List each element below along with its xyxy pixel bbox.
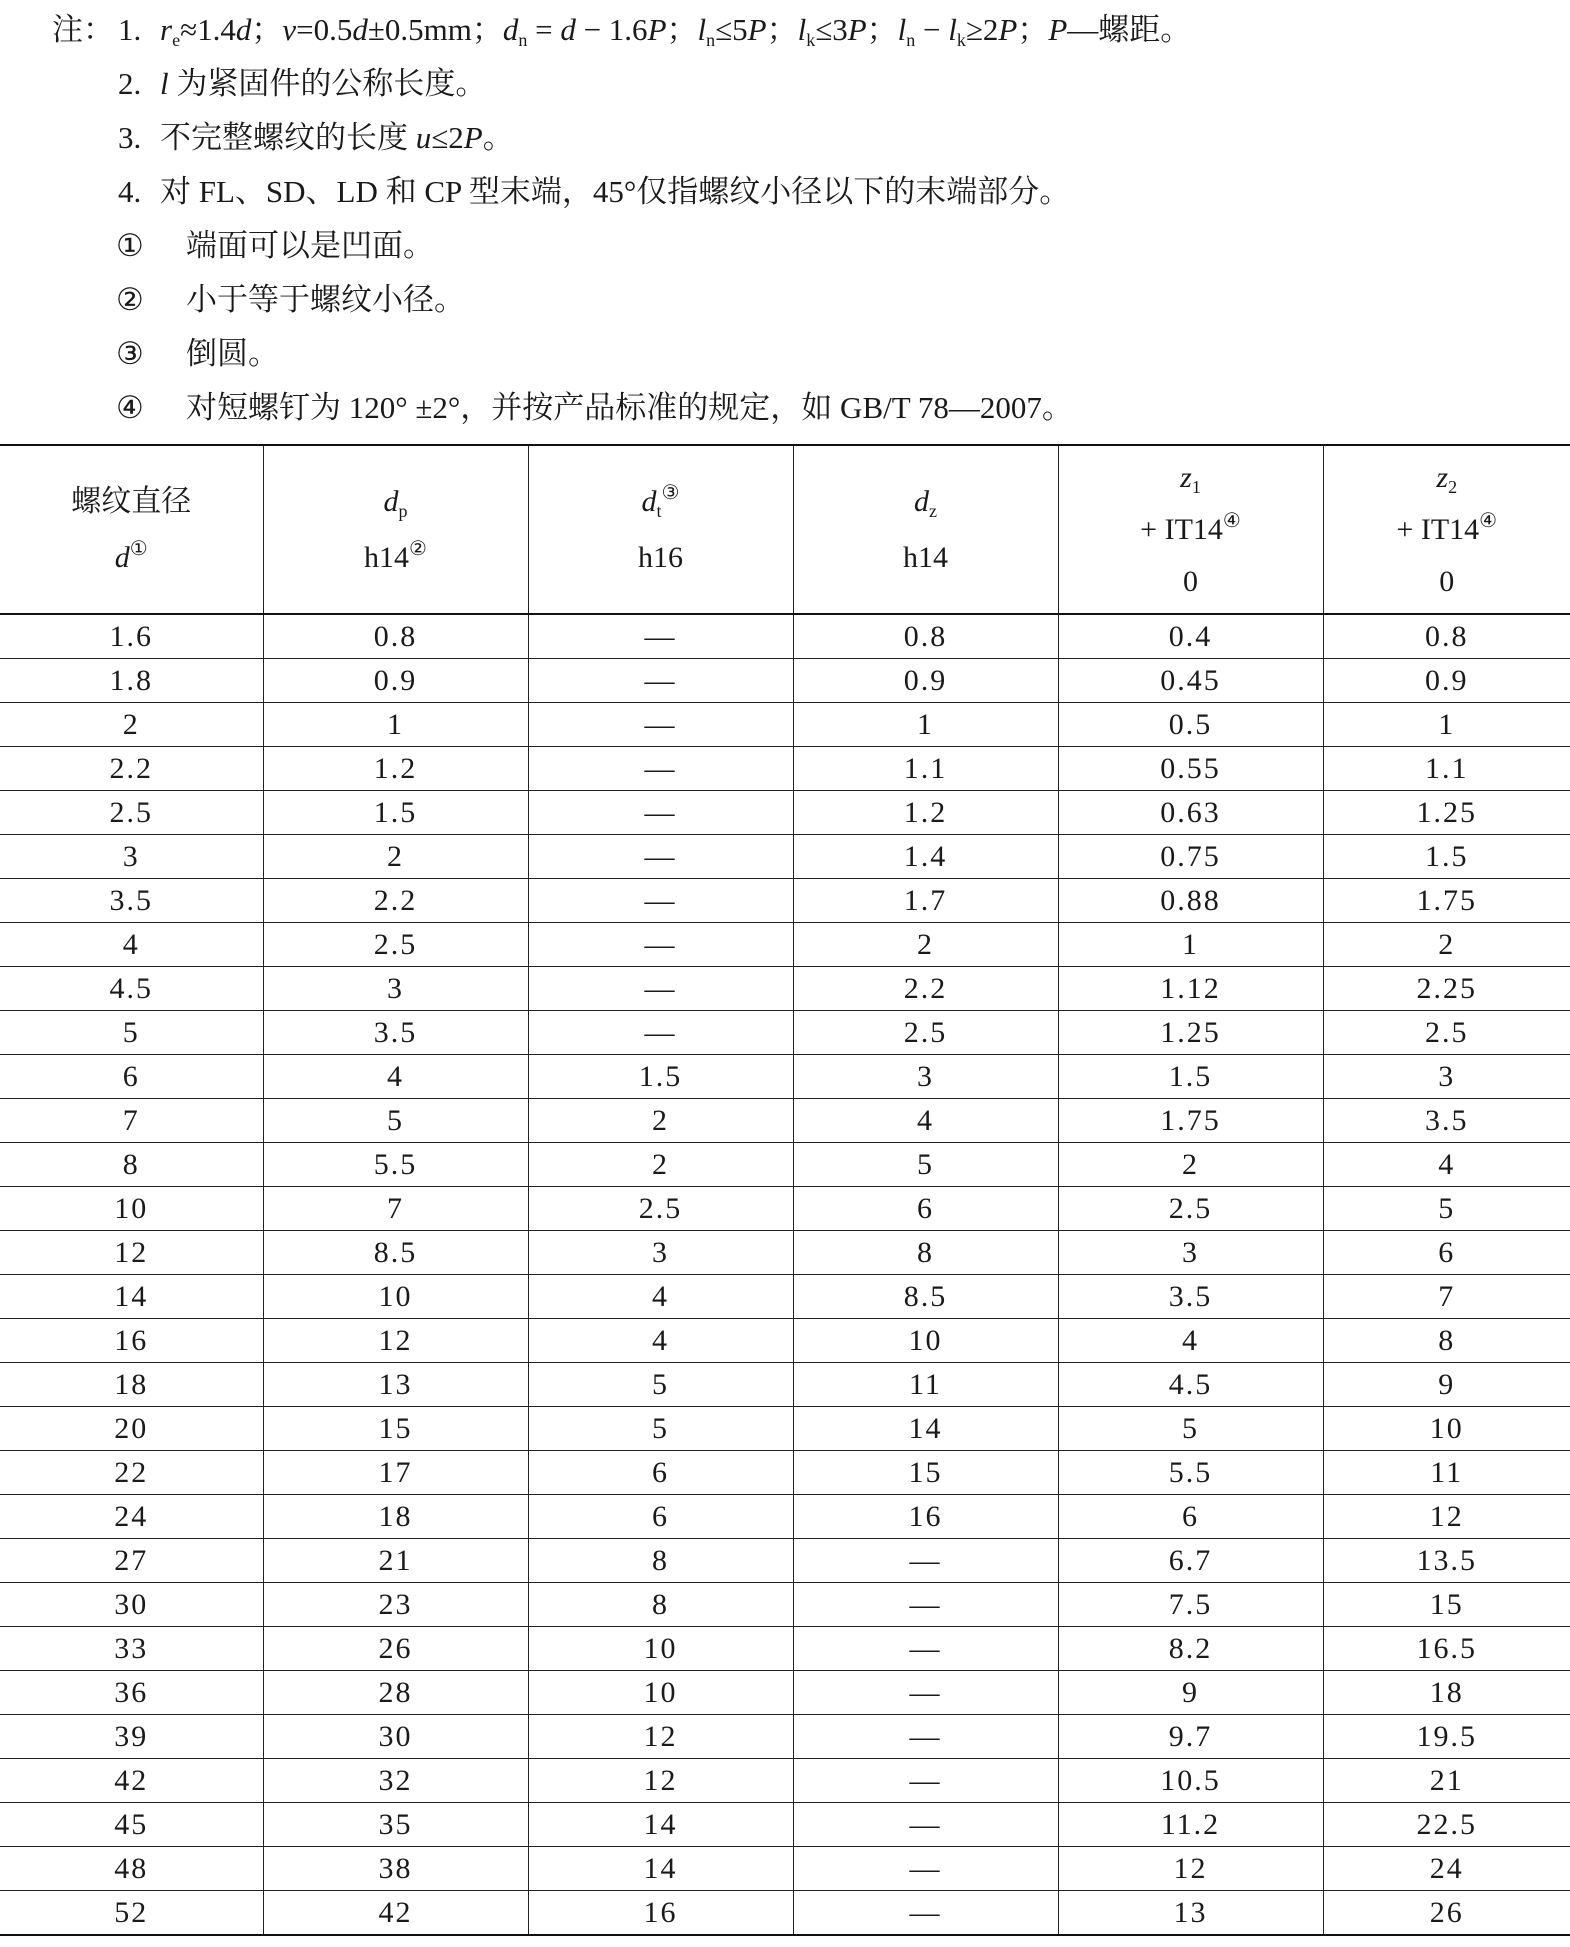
cell-z2: 19.5 [1323,1715,1570,1759]
note-1-formulas: $r_e\approx 1.4d$；v=0.5d±0.5mm；$d_n = d - 1.6P$；$l_n\le 5P$；$l_k\le 3P$；$l_n - l_k\ge 2P$；P—螺距。 [160,12,1192,50]
cell-d: 42 [0,1759,263,1803]
cell-d: 16 [0,1319,263,1363]
cell-dz: 1 [793,703,1058,747]
cell-dp: 3 [263,967,528,1011]
cell-dp: 35 [263,1803,528,1847]
cell-dt: 4 [528,1275,793,1319]
cell-d: 7 [0,1099,263,1143]
cell-dz: 1.1 [793,747,1058,791]
cell-dz: — [793,1715,1058,1759]
cell-dt: 14 [528,1847,793,1891]
cell-dp: 1 [263,703,528,747]
table-row [0,879,1570,923]
table-body [0,614,1570,1935]
cell-z2: 10 [1323,1407,1570,1451]
cell-dp: 28 [263,1671,528,1715]
notes-lead: 注： [52,12,114,47]
cell-z2: 15 [1323,1583,1570,1627]
table-row [0,1319,1570,1363]
cell-z1: 4.5 [1058,1363,1323,1407]
cell-z2: 18 [1323,1671,1570,1715]
note-4-text: 对 FL、SD、LD 和 CP 型末端，45°仅指螺纹小径以下的末端部分。 [160,174,1071,209]
header-z1: $z_1$ + IT14④ 0 [1058,445,1323,614]
cell-d: 27 [0,1539,263,1583]
cell-d: 45 [0,1803,263,1847]
cell-dp: 2.2 [263,879,528,923]
cell-z1: 0.75 [1058,835,1323,879]
cell-dz: 6 [793,1187,1058,1231]
footnote-2-text: 小于等于螺纹小径。 [186,282,465,317]
cell-dt: 6 [528,1451,793,1495]
cell-z1: 3.5 [1058,1275,1323,1319]
cell-dt: — [528,967,793,1011]
table-row [0,1143,1570,1187]
footnote-4-text: 对短螺钉为 120° ±2°，并按产品标准的规定，如 GB/T 78—2007。 [186,390,1073,425]
cell-d: 2.2 [0,747,263,791]
cell-dz: 4 [793,1099,1058,1143]
cell-dz: 8 [793,1231,1058,1275]
header-dp: $d_p$ h14② [263,445,528,614]
cell-d: 20 [0,1407,263,1451]
table-row [0,835,1570,879]
note-2-text: l 为紧固件的公称长度。 [160,66,487,101]
cell-dp: 21 [263,1539,528,1583]
cell-d: 12 [0,1231,263,1275]
table-row [0,1583,1570,1627]
cell-z1: 0.45 [1058,659,1323,703]
cell-dt: 4 [528,1319,793,1363]
table-row [0,1671,1570,1715]
cell-dz: 10 [793,1319,1058,1363]
table-row [0,1407,1570,1451]
note-4-number: 4. [118,174,142,209]
cell-d: 2.5 [0,791,263,835]
table-row [0,1847,1570,1891]
footnote-3-text: 倒圆。 [186,336,279,371]
cell-dt: 2 [528,1143,793,1187]
cell-z1: 1.12 [1058,967,1323,1011]
cell-dt: 8 [528,1583,793,1627]
cell-z1: 8.2 [1058,1627,1323,1671]
table-row [0,703,1570,747]
table-row [0,1011,1570,1055]
cell-z1: 13 [1058,1891,1323,1936]
note-1-number: 1. [118,12,142,47]
cell-dz: 3 [793,1055,1058,1099]
cell-dt: 3 [528,1231,793,1275]
cell-dp: 1.2 [263,747,528,791]
cell-dz: 16 [793,1495,1058,1539]
table-row [0,1363,1570,1407]
cell-dp: 13 [263,1363,528,1407]
table-row [0,1539,1570,1583]
cell-dt: 10 [528,1671,793,1715]
cell-dt: 14 [528,1803,793,1847]
cell-dp: 8.5 [263,1231,528,1275]
cell-d: 14 [0,1275,263,1319]
header-thread-diameter: 螺纹直径 d① [0,445,263,614]
cell-z1: 10.5 [1058,1759,1323,1803]
table-header-row [0,445,1570,614]
cell-z2: 1.25 [1323,791,1570,835]
footnote-4-mark: ④ [116,390,144,425]
cell-dz: 14 [793,1407,1058,1451]
cell-z1: 9.7 [1058,1715,1323,1759]
cell-z2: 13.5 [1323,1539,1570,1583]
cell-dp: 15 [263,1407,528,1451]
cell-dz: 1.7 [793,879,1058,923]
cell-z2: 22.5 [1323,1803,1570,1847]
note-3-text: 不完整螺纹的长度 u≤2P。 [160,120,514,155]
table-row [0,923,1570,967]
cell-dt: 2.5 [528,1187,793,1231]
cell-z1: 12 [1058,1847,1323,1891]
table-row [0,1495,1570,1539]
cell-dp: 32 [263,1759,528,1803]
cell-dt: — [528,1011,793,1055]
cell-dp: 2.5 [263,923,528,967]
cell-dp: 3.5 [263,1011,528,1055]
cell-z1: 2.5 [1058,1187,1323,1231]
cell-dz: 11 [793,1363,1058,1407]
cell-z2: 2 [1323,923,1570,967]
cell-dz: 15 [793,1451,1058,1495]
cell-dt: — [528,923,793,967]
cell-z2: 11 [1323,1451,1570,1495]
cell-dt: — [528,614,793,659]
cell-dt: 1.5 [528,1055,793,1099]
cell-dp: 10 [263,1275,528,1319]
cell-dp: 23 [263,1583,528,1627]
cell-dt: 10 [528,1627,793,1671]
cell-z2: 26 [1323,1891,1570,1936]
cell-dt: 12 [528,1759,793,1803]
cell-dt: 5 [528,1407,793,1451]
cell-d: 22 [0,1451,263,1495]
cell-dp: 18 [263,1495,528,1539]
cell-z2: 8 [1323,1319,1570,1363]
cell-dt: — [528,659,793,703]
cell-z1: 3 [1058,1231,1323,1275]
table-row [0,1231,1570,1275]
cell-dp: 5.5 [263,1143,528,1187]
cell-dz: — [793,1627,1058,1671]
cell-d: 10 [0,1187,263,1231]
cell-dp: 7 [263,1187,528,1231]
cell-dz: 1.4 [793,835,1058,879]
cell-d: 48 [0,1847,263,1891]
cell-d: 39 [0,1715,263,1759]
cell-d: 52 [0,1891,263,1936]
cell-dt: — [528,791,793,835]
cell-dz: — [793,1847,1058,1891]
cell-z1: 11.2 [1058,1803,1323,1847]
cell-z1: 1.75 [1058,1099,1323,1143]
cell-dp: 12 [263,1319,528,1363]
table-row [0,747,1570,791]
cell-dp: 4 [263,1055,528,1099]
cell-z2: 21 [1323,1759,1570,1803]
cell-z2: 0.9 [1323,659,1570,703]
cell-z1: 0.4 [1058,614,1323,659]
cell-dp: 1.5 [263,791,528,835]
cell-dp: 2 [263,835,528,879]
cell-z1: 0.5 [1058,703,1323,747]
cell-z2: 1 [1323,703,1570,747]
cell-dp: 30 [263,1715,528,1759]
cell-z1: 1.5 [1058,1055,1323,1099]
cell-z2: 12 [1323,1495,1570,1539]
cell-d: 4 [0,923,263,967]
cell-z2: 3.5 [1323,1099,1570,1143]
cell-dz: 1.2 [793,791,1058,835]
table-row [0,967,1570,1011]
cell-z2: 4 [1323,1143,1570,1187]
table-row [0,1451,1570,1495]
cell-dz: 2.5 [793,1011,1058,1055]
cell-z1: 0.63 [1058,791,1323,835]
cell-d: 36 [0,1671,263,1715]
table-row [0,1715,1570,1759]
cell-z2: 2.5 [1323,1011,1570,1055]
cell-dp: 26 [263,1627,528,1671]
note-3-number: 3. [118,120,142,155]
cell-dp: 38 [263,1847,528,1891]
table-row [0,1275,1570,1319]
cell-z1: 1.25 [1058,1011,1323,1055]
cell-z2: 3 [1323,1055,1570,1099]
cell-dz: 0.9 [793,659,1058,703]
cell-z1: 7.5 [1058,1583,1323,1627]
cell-z2: 16.5 [1323,1627,1570,1671]
cell-dz: — [793,1671,1058,1715]
cell-dt: — [528,835,793,879]
cell-dt: 12 [528,1715,793,1759]
cell-z1: 6 [1058,1495,1323,1539]
cell-z2: 2.25 [1323,967,1570,1011]
header-z2: $z_2$ + IT14④ 0 [1323,445,1570,614]
cell-dt: — [528,747,793,791]
table-row [0,1627,1570,1671]
cell-z2: 1.5 [1323,835,1570,879]
cell-d: 18 [0,1363,263,1407]
cell-dz: 5 [793,1143,1058,1187]
cell-d: 3 [0,835,263,879]
cell-dz: — [793,1759,1058,1803]
cell-d: 8 [0,1143,263,1187]
table-row [0,614,1570,659]
notes-section [0,0,1570,444]
cell-z1: 0.55 [1058,747,1323,791]
note-2-number: 2. [118,66,142,101]
cell-z2: 9 [1323,1363,1570,1407]
cell-dp: 0.8 [263,614,528,659]
dimensions-table [0,444,1570,1936]
cell-dz: 8.5 [793,1275,1058,1319]
table-row [0,659,1570,703]
cell-z2: 24 [1323,1847,1570,1891]
cell-d: 5 [0,1011,263,1055]
cell-z2: 6 [1323,1231,1570,1275]
cell-z2: 1.75 [1323,879,1570,923]
cell-d: 33 [0,1627,263,1671]
table-row [0,1187,1570,1231]
cell-dz: — [793,1891,1058,1936]
cell-d: 24 [0,1495,263,1539]
cell-dz: 0.8 [793,614,1058,659]
cell-dp: 17 [263,1451,528,1495]
table-row [0,1055,1570,1099]
cell-d: 3.5 [0,879,263,923]
header-dt: $d_t^③$ h16 [528,445,793,614]
cell-dz: — [793,1539,1058,1583]
table-row [0,791,1570,835]
cell-z1: 1 [1058,923,1323,967]
cell-d: 2 [0,703,263,747]
cell-dt: 5 [528,1363,793,1407]
cell-z2: 7 [1323,1275,1570,1319]
table-row [0,1891,1570,1936]
cell-dt: 6 [528,1495,793,1539]
cell-d: 6 [0,1055,263,1099]
footnote-2-mark: ② [116,282,144,317]
cell-z1: 4 [1058,1319,1323,1363]
header-dz: $d_z$ h14 [793,445,1058,614]
table-row [0,1099,1570,1143]
cell-z1: 9 [1058,1671,1323,1715]
cell-z1: 6.7 [1058,1539,1323,1583]
cell-dp: 0.9 [263,659,528,703]
cell-z2: 0.8 [1323,614,1570,659]
cell-dt: 16 [528,1891,793,1936]
footnote-1-mark: ① [116,228,144,263]
cell-z1: 5 [1058,1407,1323,1451]
footnote-1-text: 端面可以是凹面。 [186,228,434,263]
cell-dt: 2 [528,1099,793,1143]
cell-z1: 0.88 [1058,879,1323,923]
cell-dt: 8 [528,1539,793,1583]
cell-z1: 5.5 [1058,1451,1323,1495]
cell-d: 1.6 [0,614,263,659]
cell-d: 30 [0,1583,263,1627]
cell-dp: 42 [263,1891,528,1936]
cell-dz: — [793,1803,1058,1847]
cell-dp: 5 [263,1099,528,1143]
table-row [0,1803,1570,1847]
cell-dz: 2.2 [793,967,1058,1011]
table-row [0,1759,1570,1803]
cell-z1: 2 [1058,1143,1323,1187]
footnote-3-mark: ③ [116,336,144,371]
cell-dt: — [528,703,793,747]
cell-dz: 2 [793,923,1058,967]
cell-dz: — [793,1583,1058,1627]
cell-z2: 1.1 [1323,747,1570,791]
cell-d: 4.5 [0,967,263,1011]
cell-d: 1.8 [0,659,263,703]
cell-dt: — [528,879,793,923]
cell-z2: 5 [1323,1187,1570,1231]
